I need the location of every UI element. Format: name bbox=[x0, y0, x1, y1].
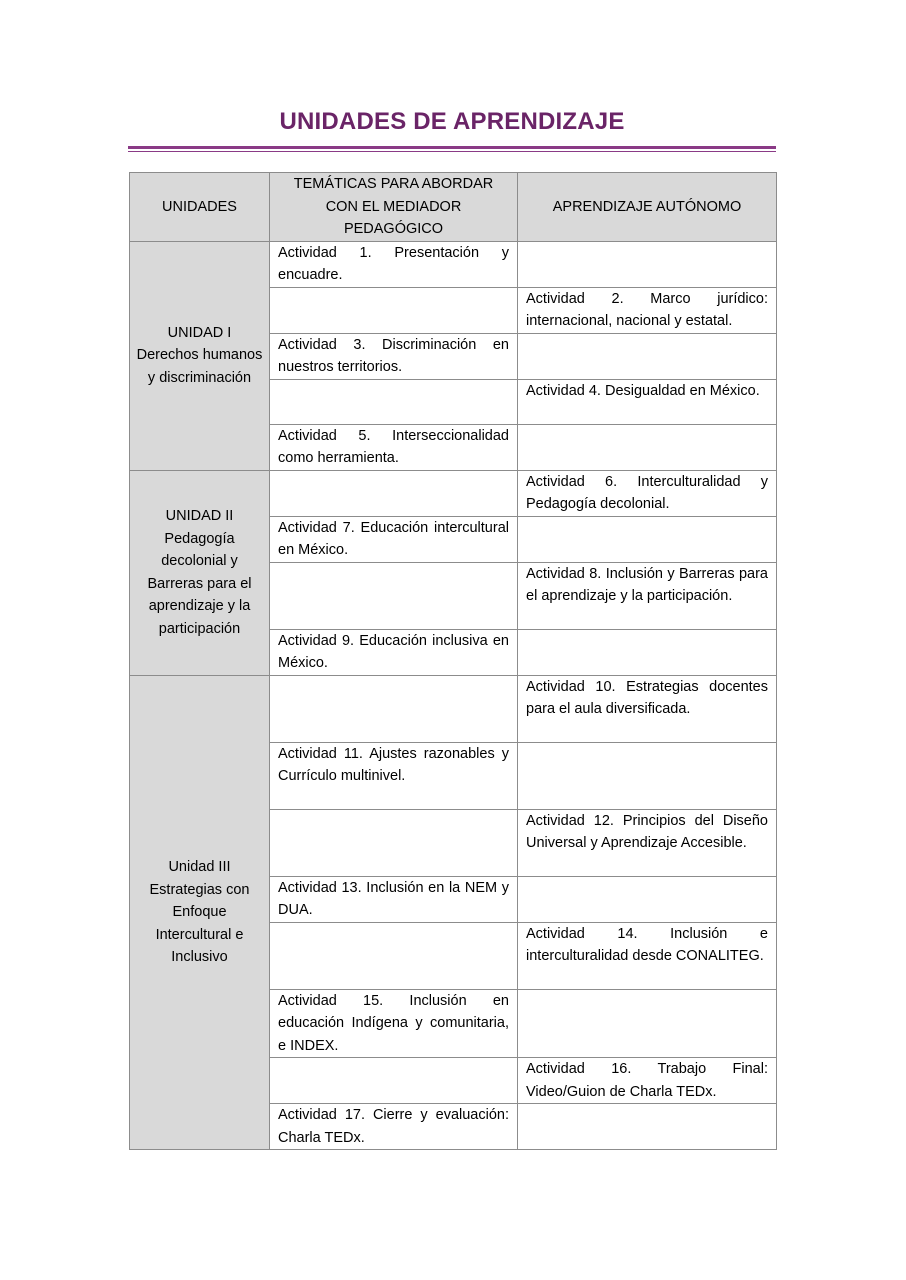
page-title: UNIDADES DE APRENDIZAJE bbox=[279, 108, 625, 135]
unit-label: UNIDAD I Derechos humanos y discriminación bbox=[130, 241, 270, 470]
header-tematicas: TEMÁTICAS PARA ABORDAR CON EL MEDIADOR PEDAGÓGICO bbox=[270, 173, 518, 242]
mediador-cell: Actividad 3. Discriminación en nuestros territorios. bbox=[270, 333, 518, 379]
autonomo-cell: Actividad 12. Principios del Diseño Universal y Aprendizaje Accesible. bbox=[518, 809, 777, 876]
header-aprendizaje-autonomo: APRENDIZAJE AUTÓNOMO bbox=[518, 173, 777, 242]
mediador-cell bbox=[270, 562, 518, 629]
mediador-cell: Actividad 15. Inclusión en educación Indígena y comunitaria, e INDEX. bbox=[270, 989, 518, 1058]
autonomo-cell bbox=[518, 742, 777, 809]
mediador-cell bbox=[270, 922, 518, 989]
mediador-cell bbox=[270, 1058, 518, 1104]
autonomo-cell: Actividad 10. Estrategias docentes para el aula diversificada. bbox=[518, 675, 777, 742]
header-unidades: UNIDADES bbox=[130, 173, 270, 242]
table-row bbox=[130, 241, 777, 287]
autonomo-cell bbox=[518, 1104, 777, 1150]
table-row bbox=[130, 675, 777, 742]
autonomo-cell bbox=[518, 424, 777, 470]
mediador-cell bbox=[270, 287, 518, 333]
autonomo-cell bbox=[518, 876, 777, 922]
mediador-cell: Actividad 7. Educación intercultural en México. bbox=[270, 516, 518, 562]
autonomo-cell: Actividad 14. Inclusión e interculturalidad desde CONALITEG. bbox=[518, 922, 777, 989]
table-body bbox=[130, 241, 777, 1150]
mediador-cell: Actividad 17. Cierre y evaluación: Charla TEDx. bbox=[270, 1104, 518, 1150]
mediador-cell: Actividad 5. Interseccionalidad como herramienta. bbox=[270, 424, 518, 470]
autonomo-cell bbox=[518, 241, 777, 287]
autonomo-cell: Actividad 8. Inclusión y Barreras para el aprendizaje y la participación. bbox=[518, 562, 777, 629]
table-row bbox=[130, 470, 777, 516]
mediador-cell: Actividad 1. Presentación y encuadre. bbox=[270, 241, 518, 287]
autonomo-cell bbox=[518, 629, 777, 675]
autonomo-cell: Actividad 2. Marco jurídico: internacional, nacional y estatal. bbox=[518, 287, 777, 333]
unit-label: UNIDAD II Pedagogía decolonial y Barreras para el aprendizaje y la participación bbox=[130, 470, 270, 675]
mediador-cell: Actividad 11. Ajustes razonables y Currículo multinivel. bbox=[270, 742, 518, 809]
unit-label: Unidad III Estrategias con Enfoque Intercultural e Inclusivo bbox=[130, 675, 270, 1150]
autonomo-cell: Actividad 16. Trabajo Final: Video/Guion de Charla TEDx. bbox=[518, 1058, 777, 1104]
autonomo-cell: Actividad 6. Interculturalidad y Pedagogía decolonial. bbox=[518, 470, 777, 516]
mediador-cell bbox=[270, 470, 518, 516]
mediador-cell bbox=[270, 379, 518, 424]
mediador-cell: Actividad 13. Inclusión en la NEM y DUA. bbox=[270, 876, 518, 922]
mediador-cell bbox=[270, 675, 518, 742]
autonomo-cell: Actividad 4. Desigualdad en México. bbox=[518, 379, 777, 424]
mediador-cell: Actividad 9. Educación inclusiva en México. bbox=[270, 629, 518, 675]
learning-units-table bbox=[129, 172, 777, 1150]
autonomo-cell bbox=[518, 989, 777, 1058]
mediador-cell bbox=[270, 809, 518, 876]
autonomo-cell bbox=[518, 333, 777, 379]
title-underline-thin bbox=[128, 151, 776, 152]
autonomo-cell bbox=[518, 516, 777, 562]
title-underline bbox=[128, 146, 776, 149]
